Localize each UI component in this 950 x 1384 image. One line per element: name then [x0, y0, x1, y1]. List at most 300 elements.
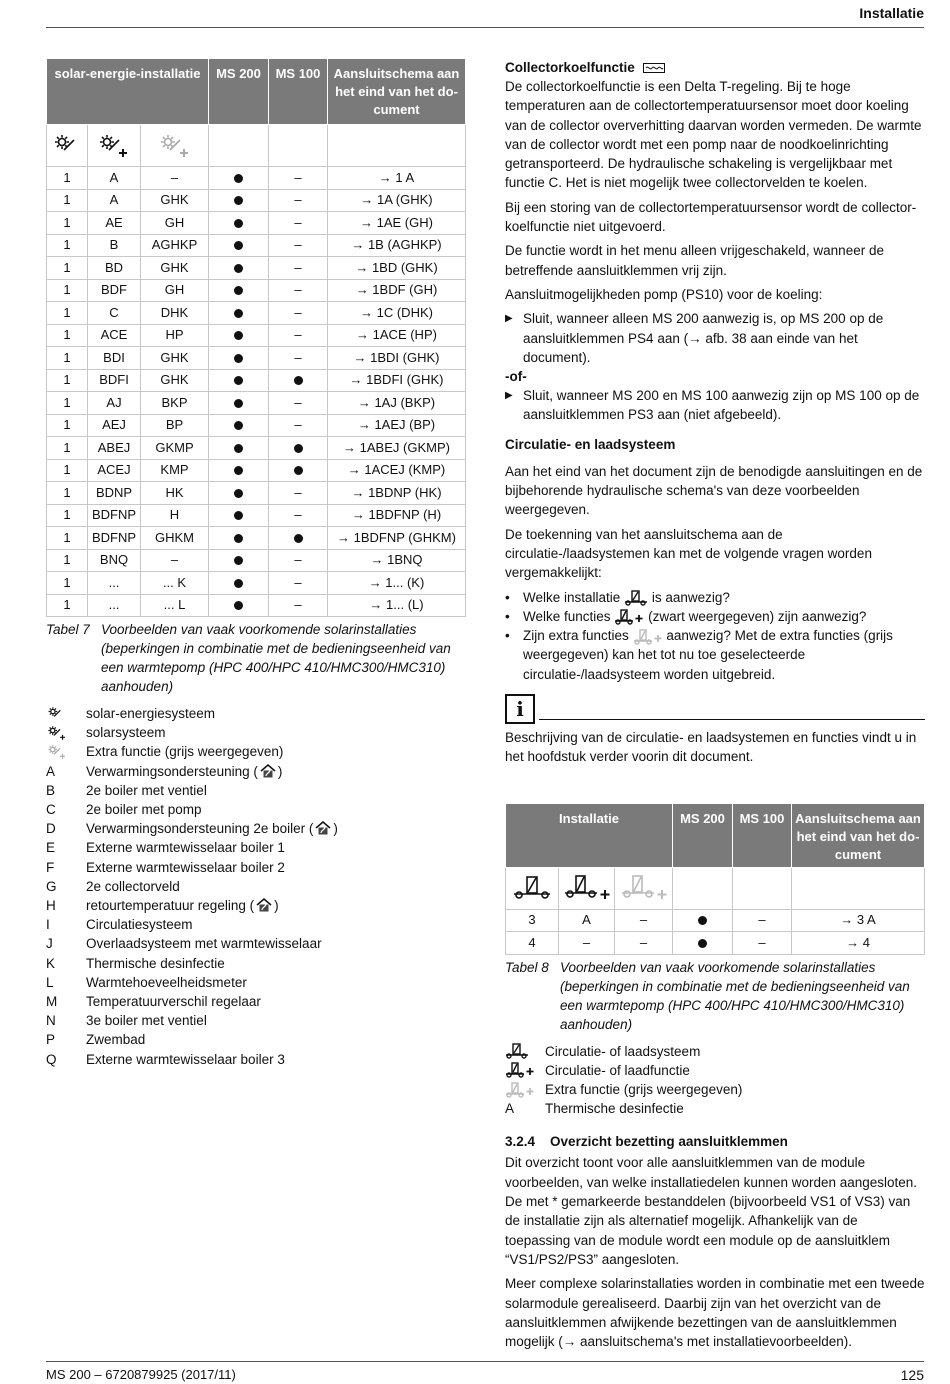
filled-dot-icon	[234, 264, 243, 273]
legend-item	[46, 915, 466, 934]
triangle-bullet-icon: ▶	[505, 390, 513, 402]
table-7-legend	[46, 704, 466, 1069]
table-cell: –	[733, 909, 792, 932]
legend-item	[46, 723, 466, 742]
icon-cell	[88, 125, 141, 167]
table-cell	[209, 302, 269, 325]
table-cell: → 1ACE (HP)	[328, 324, 466, 347]
table-cell: BDFNP	[88, 504, 141, 527]
table-7-body	[47, 167, 466, 617]
filled-dot-icon	[294, 444, 303, 453]
table-cell: AEJ	[88, 414, 141, 437]
table-cell: –	[733, 932, 792, 955]
table-cell: –	[269, 414, 328, 437]
table-cell: → 1BNQ	[328, 549, 466, 572]
filled-dot-icon	[234, 241, 243, 250]
collector-p1: De collectorkoelfunctie is een Delta T-regeling. Bij te hoge temperaturen aan de collectortemperatuursensor moet door koeling van de collector oververhitting daarvan worden vermeden. De warmte van de collector wordt met een pomp naar de noodkoelinrichting getransporteerd. De hydraulische schakeling is vergelijkbaar met functie C. Het is niet mogelijk twee collectorvelden te koelen.	[505, 79, 922, 191]
circulation-function-icon	[505, 1062, 545, 1078]
legend-key: A	[46, 763, 56, 779]
legend-text: 2e boiler met pomp	[86, 802, 202, 818]
table-cell: ... L	[141, 594, 209, 617]
legend-text-suffix: )	[274, 898, 279, 914]
legend-item	[46, 1011, 466, 1030]
legend-text: solar-energiesysteem	[86, 706, 216, 721]
legend-key: K	[46, 955, 56, 971]
circulation-system-icon	[512, 875, 552, 901]
table-row	[47, 167, 466, 190]
caption-text: Voorbeelden van vaak voorkomende solarinstallaties (beperkingen in combinatie met de bedieningseenheid van een warmtepomp (HPC 400/HPC 410/HMC300/HMC310) aanhouden)	[101, 622, 451, 694]
table-cell	[209, 459, 269, 482]
legend-text: Zwembad	[86, 1032, 146, 1048]
table-cell: → 1AE (GH)	[328, 212, 466, 235]
legend-item	[46, 973, 466, 992]
table-cell: 1	[47, 167, 88, 190]
legend-key: N	[46, 1013, 56, 1029]
filled-dot-icon	[234, 196, 243, 205]
legend-text: Externe warmtewisselaar boiler 3	[86, 1051, 285, 1067]
filled-dot-icon	[234, 601, 243, 610]
table-cell	[209, 504, 269, 527]
legend-item	[505, 1099, 925, 1118]
table-cell: 1	[47, 414, 88, 437]
filled-dot-icon	[294, 466, 303, 475]
filled-dot-icon	[234, 174, 243, 183]
question-3: • Zijn extra functies aanwezig? Met de extra functies (grijs weergegeven) kan het tot nu toe geselecteerde circulatie-/laadsysteem worden uitgebreid.	[505, 628, 893, 682]
legend-item	[46, 800, 466, 819]
table-cell: –	[615, 909, 673, 932]
legend-item	[505, 1080, 925, 1099]
legend-key: B	[46, 782, 56, 798]
table-cell: –	[269, 257, 328, 280]
table-cell: –	[615, 932, 673, 955]
table-cell	[209, 437, 269, 460]
table-8-caption	[505, 958, 925, 1034]
page-footer	[46, 1361, 924, 1383]
circulation-extra-function-icon	[633, 629, 663, 645]
table-cell: –	[269, 212, 328, 235]
table-cell: H	[141, 504, 209, 527]
caption-label: Tabel 8	[505, 959, 549, 975]
heating-house-icon	[260, 764, 276, 779]
question-2: • Welke functies (zwart weergegeven) zijn aanwezig?	[505, 608, 867, 624]
legend-key: C	[46, 802, 56, 818]
legend-key: L	[46, 974, 54, 990]
legend-item	[46, 1030, 466, 1049]
table-cell: –	[269, 189, 328, 212]
table-cell	[209, 234, 269, 257]
legend-item	[505, 1042, 925, 1061]
circulation-system-icon	[624, 590, 648, 606]
table-cell: –	[269, 572, 328, 595]
table-cell: → 1BDFI (GHK)	[328, 369, 466, 392]
table-cell: BKP	[141, 392, 209, 415]
legend-key: D	[46, 821, 56, 837]
legend-item	[46, 992, 466, 1011]
table-cell: BD	[88, 257, 141, 280]
legend-text: solarsysteem	[86, 725, 166, 741]
circulatie-p2: De toekenning van het aansluitschema aan de circulatie-/laadsystemen kan met de volgende vragen worden vergemakkelijkt:	[505, 526, 872, 581]
table-cell: → 1BD (GHK)	[328, 257, 466, 280]
legend-text: Circulatie- of laadsysteem	[545, 1043, 701, 1059]
table-cell: → 1B (AGHKP)	[328, 234, 466, 257]
th-ms100: MS 100	[269, 59, 328, 125]
table-cell: ...	[88, 572, 141, 595]
icon-row	[47, 125, 466, 167]
table-cell: GHK	[141, 189, 209, 212]
filled-dot-icon	[234, 444, 243, 453]
table-cell: A	[559, 909, 615, 932]
circulation-function-icon	[614, 609, 644, 625]
filled-dot-icon	[234, 489, 243, 498]
th-ms100: MS 100	[733, 803, 792, 867]
table-cell: AE	[88, 212, 141, 235]
table-cell: AGHKP	[141, 234, 209, 257]
filled-dot-icon	[234, 511, 243, 520]
filled-dot-icon	[698, 939, 707, 948]
icon-cell	[141, 125, 209, 167]
table-row	[47, 594, 466, 617]
table-cell: → 4	[792, 932, 925, 955]
table-row	[47, 347, 466, 370]
legend-item	[46, 954, 466, 973]
filled-dot-icon	[234, 421, 243, 430]
legend-text: Thermische desinfectie	[545, 1101, 684, 1117]
bullet-item: ▶ Sluit, wanneer alleen MS 200 aanwezig is, op MS 200 op de aansluitklemmen PS4 aan (→ afb. 38 aan einde van het document).	[505, 309, 925, 367]
table-cell: BDI	[88, 347, 141, 370]
table-row	[47, 482, 466, 505]
table-cell: → 1ABEJ (GKMP)	[328, 437, 466, 460]
filled-dot-icon	[234, 354, 243, 363]
table-cell: 1	[47, 324, 88, 347]
legend-item	[46, 896, 466, 915]
table-cell: 1	[47, 392, 88, 415]
section-3-2-4-p2: Meer complexe solarinstallaties worden in combinatie met een tweede solarmodule gerealiseerd. Daarbij zijn van het overzicht van de aansluitklemmen afwijkende bezettingen van de aansluitklemmen mogelijk (→ aansluitschema's met installatievoorbeelden).	[505, 1276, 925, 1350]
table-cell: –	[269, 167, 328, 190]
table-header-row	[47, 59, 466, 125]
table-row	[47, 437, 466, 460]
legend-key: P	[46, 1032, 56, 1048]
info-text: Beschrijving van de circulatie- en laadsystemen en functies vindt u in het hoofdstuk verder voorin dit document.	[505, 730, 917, 765]
table-cell: → 1BDI (GHK)	[328, 347, 466, 370]
icon-cell	[47, 125, 88, 167]
filled-dot-icon	[234, 556, 243, 565]
table-cell: –	[269, 392, 328, 415]
table-cell: ... K	[141, 572, 209, 595]
table-cell: → 1C (DHK)	[328, 302, 466, 325]
table-cell: → 1AJ (BKP)	[328, 392, 466, 415]
table-cell: 1	[47, 189, 88, 212]
legend-text: Warmtehoeveelheidsmeter	[86, 974, 247, 990]
table-row	[47, 302, 466, 325]
table-cell	[209, 167, 269, 190]
table-cell: → 1... (L)	[328, 594, 466, 617]
table-cell: → 1A (GHK)	[328, 189, 466, 212]
table-row	[47, 279, 466, 302]
th-ms200: MS 200	[673, 803, 733, 867]
bullet-item: ▶ Sluit, wanneer MS 200 en MS 100 aanwezig zijn op MS 100 op de aansluitklemmen PS3 aan (niet afgebeeld).	[505, 386, 925, 425]
table-cell: → 1BDNP (HK)	[328, 482, 466, 505]
filled-dot-icon	[234, 286, 243, 295]
legend-text: Externe warmtewisselaar boiler 1	[86, 840, 285, 856]
legend-item	[46, 1050, 466, 1069]
table-cell: 1	[47, 549, 88, 572]
table-cell: 1	[47, 572, 88, 595]
table-cell	[209, 324, 269, 347]
table-cell: 1	[47, 527, 88, 550]
table-cell	[209, 279, 269, 302]
table-cell: → 1BDFNP (H)	[328, 504, 466, 527]
table-7-caption	[46, 620, 466, 696]
table-cell: BP	[141, 414, 209, 437]
table-cell: → 1... (K)	[328, 572, 466, 595]
th-installation: Installatie	[506, 803, 673, 867]
table-cell: –	[141, 167, 209, 190]
table-cell	[209, 572, 269, 595]
legend-text: Circulatiesysteem	[86, 917, 193, 933]
table-cell	[673, 932, 733, 955]
filled-dot-icon	[234, 399, 243, 408]
table-row	[506, 909, 925, 932]
table-cell	[209, 392, 269, 415]
table-cell: 1	[47, 302, 88, 325]
filled-dot-icon	[234, 219, 243, 228]
icon-row	[506, 867, 925, 909]
table-cell: GHK	[141, 347, 209, 370]
heating-house-icon	[256, 898, 272, 913]
table-8	[505, 803, 925, 955]
table-cell: –	[269, 302, 328, 325]
section-3-2-4-p1: Dit overzicht toont voor alle aansluitklemmen van de module voorbeelden, van welke installatiedelen kunnen worden aangesloten. De met * gemarkeerde bestanddelen (bijvoorbeeld VS1 of VS3) van de installatie zijn als alternatief mogelijk. Afhankelijk van de toepassing van de module wordt een module op de aansluitklem “VS1/PS2/PS3” aangesloten.	[505, 1155, 918, 1267]
table-cell: → 1ACEJ (KMP)	[328, 459, 466, 482]
table-cell: B	[88, 234, 141, 257]
table-cell: 1	[47, 504, 88, 527]
table-cell: → 1BDF (GH)	[328, 279, 466, 302]
legend-text: 3e boiler met ventiel	[86, 1013, 207, 1029]
th-installation: solar-energie-installatie	[47, 59, 209, 125]
solar-system-icon	[46, 706, 86, 722]
table-cell: –	[269, 279, 328, 302]
filled-dot-icon	[294, 534, 303, 543]
table-cell: → 1AEJ (BP)	[328, 414, 466, 437]
footer-doc-id: MS 200 – 6720879925 (2017/11)	[46, 1367, 236, 1382]
circulatie-title: Circulatie- en laadsysteem	[505, 436, 676, 452]
table-cell: GHK	[141, 257, 209, 280]
legend-item	[46, 877, 466, 896]
table-cell: C	[88, 302, 141, 325]
legend-item	[46, 781, 466, 800]
table-cell: –	[269, 549, 328, 572]
page-header	[46, 0, 924, 28]
table-cell: –	[269, 324, 328, 347]
table-row	[47, 392, 466, 415]
table-row	[47, 527, 466, 550]
circulatie-p1: Aan het eind van het document zijn de benodigde aansluitingen en de bijbehorende hydraulische schema's van deze voorbeelden weergegeven.	[505, 463, 923, 518]
legend-text: 2e boiler met ventiel	[86, 782, 207, 798]
table-cell: HP	[141, 324, 209, 347]
legend-text: Circulatie- of laadfunctie	[545, 1062, 690, 1078]
table-cell: GH	[141, 212, 209, 235]
table-cell: 1	[47, 594, 88, 617]
section-3-2-4-title: 3.2.4 Overzicht bezetting aansluitklemmen	[505, 1134, 788, 1150]
collector-p2: Bij een storing van de collectortemperatuursensor wordt de collectorkoelfunctie niet uitgevoerd.	[505, 199, 917, 235]
legend-text: 2e collectorveld	[86, 878, 180, 894]
legend-text: Verwarmingsondersteuning (	[86, 763, 258, 779]
table-cell: KMP	[141, 459, 209, 482]
table-cell: 3	[506, 909, 559, 932]
table-cell: → 3 A	[792, 909, 925, 932]
table-cell: 1	[47, 482, 88, 505]
table-cell	[269, 369, 328, 392]
legend-text: Temperatuurverschil regelaar	[86, 994, 261, 1010]
table-cell: 1	[47, 257, 88, 280]
circulation-extra-function-icon	[620, 874, 668, 902]
legend-key: H	[46, 898, 56, 914]
th-schema: Aansluitschema aan het eind van het document	[328, 59, 466, 125]
legend-key: G	[46, 878, 57, 894]
collector-p4: Aansluitmogelijkheden pomp (PS10) voor de koeling:	[505, 286, 823, 302]
table-cell	[673, 909, 733, 932]
table-cell: GH	[141, 279, 209, 302]
table-cell	[209, 549, 269, 572]
legend-key: M	[46, 994, 58, 1010]
legend-key: E	[46, 840, 56, 856]
table-row	[47, 234, 466, 257]
table-row	[47, 459, 466, 482]
table-cell	[269, 459, 328, 482]
collector-cooling-icon	[643, 62, 665, 74]
table-row	[506, 932, 925, 955]
filled-dot-icon	[698, 916, 707, 925]
legend-key: A	[505, 1101, 515, 1117]
table-cell: ABEJ	[88, 437, 141, 460]
table-8-body	[506, 909, 925, 954]
filled-dot-icon	[234, 309, 243, 318]
table-cell	[209, 189, 269, 212]
table-header-row	[506, 803, 925, 867]
circulation-function-icon	[563, 874, 611, 902]
heating-house-icon	[315, 821, 331, 836]
circulation-extra-function-icon	[505, 1082, 545, 1098]
table-cell	[209, 414, 269, 437]
legend-item	[46, 742, 466, 761]
table-cell: –	[559, 932, 615, 955]
table-cell	[269, 527, 328, 550]
table-row	[47, 369, 466, 392]
solar-function-icon	[46, 725, 86, 741]
table-row	[47, 572, 466, 595]
filled-dot-icon	[234, 331, 243, 340]
legend-text: Extra functie (grijs weergegeven)	[86, 744, 284, 760]
right-column	[505, 58, 925, 1356]
legend-text: Overlaadsysteem met warmtewisselaar	[86, 936, 322, 952]
table-cell	[209, 482, 269, 505]
table-cell: 1	[47, 369, 88, 392]
legend-item	[46, 819, 466, 838]
table-cell: 1	[47, 279, 88, 302]
table-cell: A	[88, 167, 141, 190]
table-cell: DHK	[141, 302, 209, 325]
table-cell: 1	[47, 212, 88, 235]
table-cell: 1	[47, 347, 88, 370]
legend-text: Verwarmingsondersteuning 2e boiler (	[86, 821, 314, 837]
filled-dot-icon	[234, 466, 243, 475]
left-column	[46, 58, 466, 1069]
table-cell: HK	[141, 482, 209, 505]
page-number: 125	[900, 1367, 924, 1383]
header-title: Installatie	[859, 5, 924, 21]
table-cell: –	[269, 347, 328, 370]
table-cell: GKMP	[141, 437, 209, 460]
question-1: • Welke installatie is aanwezig?	[505, 589, 730, 605]
table-cell: BDFNP	[88, 527, 141, 550]
caption-label: Tabel 7	[46, 622, 90, 637]
table-row	[47, 324, 466, 347]
legend-text-suffix: )	[277, 763, 283, 779]
table-cell: BNQ	[88, 549, 141, 572]
th-schema: Aansluitschema aan het eind van het document	[792, 803, 925, 867]
legend-text: Thermische desinfectie	[86, 955, 225, 971]
legend-item	[46, 704, 466, 723]
or-separator: -of-	[505, 369, 527, 385]
table-cell: 1	[47, 437, 88, 460]
legend-item	[46, 934, 466, 953]
table-cell: AJ	[88, 392, 141, 415]
caption-text: Voorbeelden van vaak voorkomende solarinstallaties (beperkingen in combinatie met de bedieningseenheid van een warmtepomp (HPC 400/HPC 410/HMC300/HMC310) aanhouden)	[560, 959, 910, 1032]
circulation-system-icon	[505, 1043, 545, 1059]
collector-title: Collectorkoelfunctie	[505, 58, 925, 77]
table-cell: → 1BDFNP (GHKM)	[328, 527, 466, 550]
table-cell	[209, 257, 269, 280]
table-cell	[269, 437, 328, 460]
table-cell: –	[269, 504, 328, 527]
legend-item	[505, 1061, 925, 1080]
table-cell	[209, 212, 269, 235]
legend-item	[46, 762, 466, 781]
table-cell	[209, 527, 269, 550]
filled-dot-icon	[234, 534, 243, 543]
legend-text: retourtemperatuur regeling (	[86, 898, 255, 914]
legend-key: F	[46, 859, 55, 875]
legend-key: I	[46, 917, 50, 933]
table-cell: 4	[506, 932, 559, 955]
table-row	[47, 257, 466, 280]
legend-item	[46, 838, 466, 857]
table-8-legend	[505, 1042, 925, 1119]
filled-dot-icon	[234, 579, 243, 588]
filled-dot-icon	[234, 376, 243, 385]
info-icon: i	[505, 694, 535, 724]
table-cell: BDFI	[88, 369, 141, 392]
table-cell: –	[269, 482, 328, 505]
table-row	[47, 504, 466, 527]
table-7	[46, 58, 466, 617]
legend-item	[46, 858, 466, 877]
table-cell: GHK	[141, 369, 209, 392]
table-cell: 1	[47, 459, 88, 482]
table-cell: ...	[88, 594, 141, 617]
triangle-bullet-icon: ▶	[505, 313, 513, 325]
table-cell: GHKM	[141, 527, 209, 550]
table-cell: A	[88, 189, 141, 212]
legend-text-suffix: )	[333, 821, 338, 837]
table-cell: –	[269, 234, 328, 257]
solar-system-icon	[52, 133, 82, 159]
table-cell: BDNP	[88, 482, 141, 505]
table-row	[47, 414, 466, 437]
solar-extra-function-icon	[158, 133, 192, 159]
table-cell: ACEJ	[88, 459, 141, 482]
table-cell: –	[269, 594, 328, 617]
